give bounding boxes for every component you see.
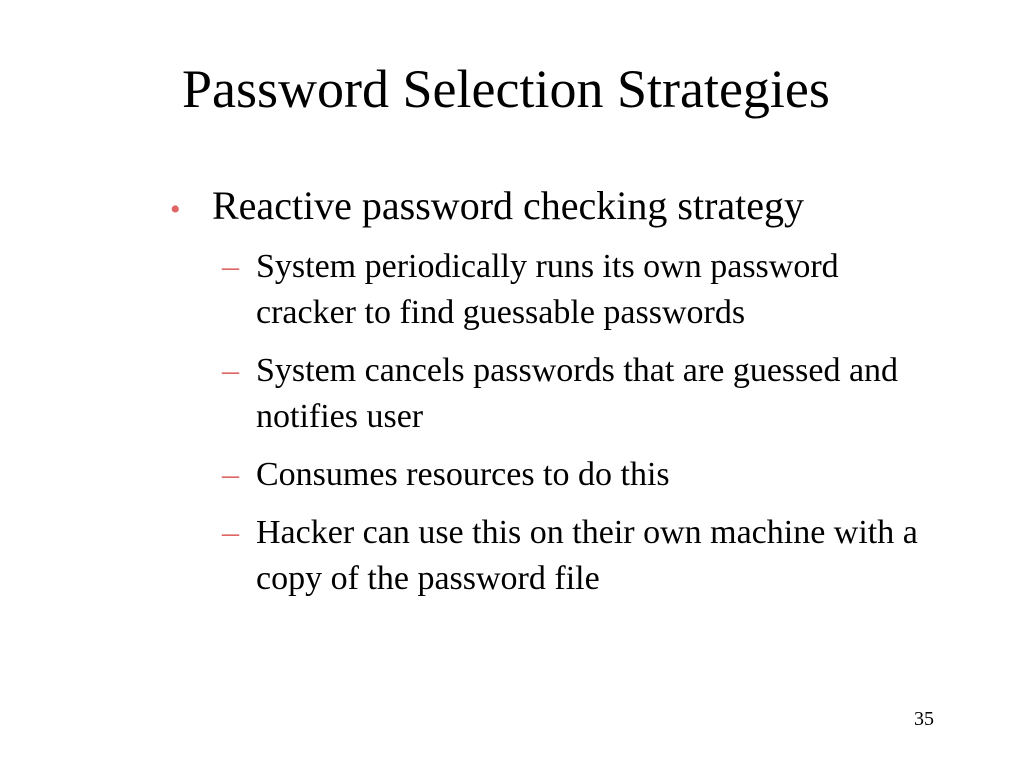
dash-icon: – [222, 352, 239, 389]
sub-bullet-item [222, 452, 950, 498]
slide-title: Password Selection Strategies [182, 59, 830, 119]
sub-bullet-text: Consumes resources to do this [256, 456, 670, 493]
bullet-dot-icon: • [170, 193, 181, 226]
slide-content [170, 182, 950, 614]
main-bullet-text: Reactive password checking strategy [212, 183, 805, 228]
dash-icon: – [222, 456, 239, 493]
dash-icon: – [222, 514, 239, 551]
sub-bullet-item [222, 348, 950, 440]
page-number: 35 [914, 708, 934, 730]
sub-bullet-text: System periodically runs its own password cracker to find guessable passwords [256, 248, 839, 331]
sub-bullet-text: System cancels passwords that are guessed and notifies user [256, 352, 899, 435]
sub-bullet-item [222, 510, 950, 602]
main-bullet-item [170, 182, 950, 234]
sub-bullet-item [222, 244, 950, 336]
dash-icon: – [222, 248, 239, 285]
sub-bullet-list [222, 244, 950, 602]
sub-bullet-text: Hacker can use this on their own machine with a copy of the password file [256, 514, 918, 597]
